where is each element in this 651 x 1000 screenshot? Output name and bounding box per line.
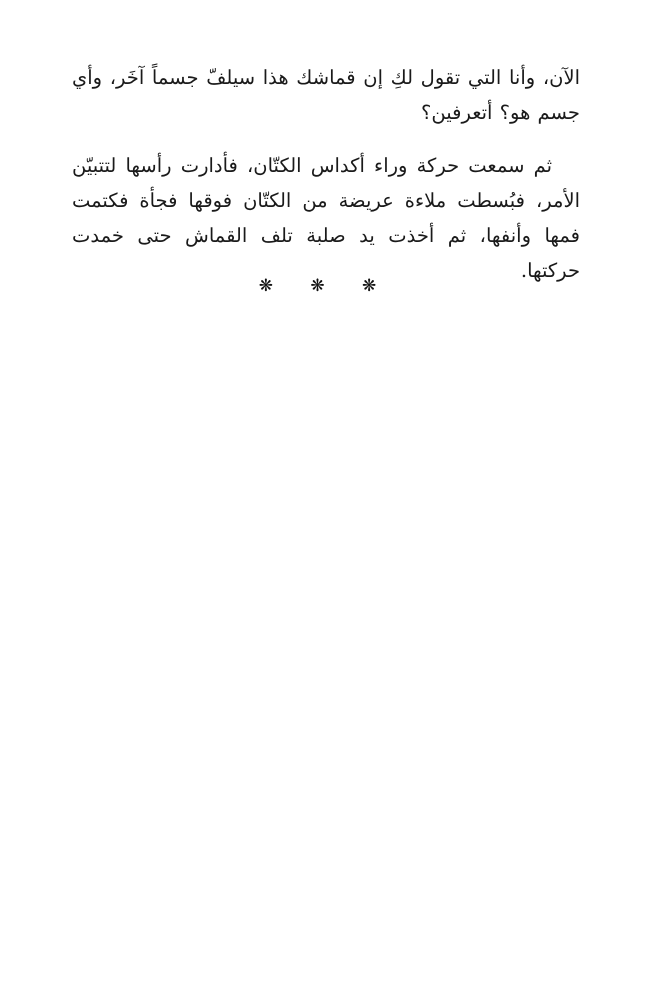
section-break-ornament: ❋ ❋ ❋ xyxy=(258,276,393,296)
paragraph-1: الآن، وأنا التي تقول لكِ إن قماشك هذا سيلفّ جسماً آخَر، وأي جسم هو؟ أتعرفين؟ xyxy=(72,66,580,124)
paragraph-2: ثم سمعت حركة وراء أكداس الكتّان، فأدارت رأسها لتتبيّن الأمر، فبُسطت ملاءة عريضة من الكتّان فوقها فجأة فكتمت فمها وأنفها، ثم أخذت يد صلبة تلف القماش حتى خمدت حركتها. xyxy=(72,154,580,282)
